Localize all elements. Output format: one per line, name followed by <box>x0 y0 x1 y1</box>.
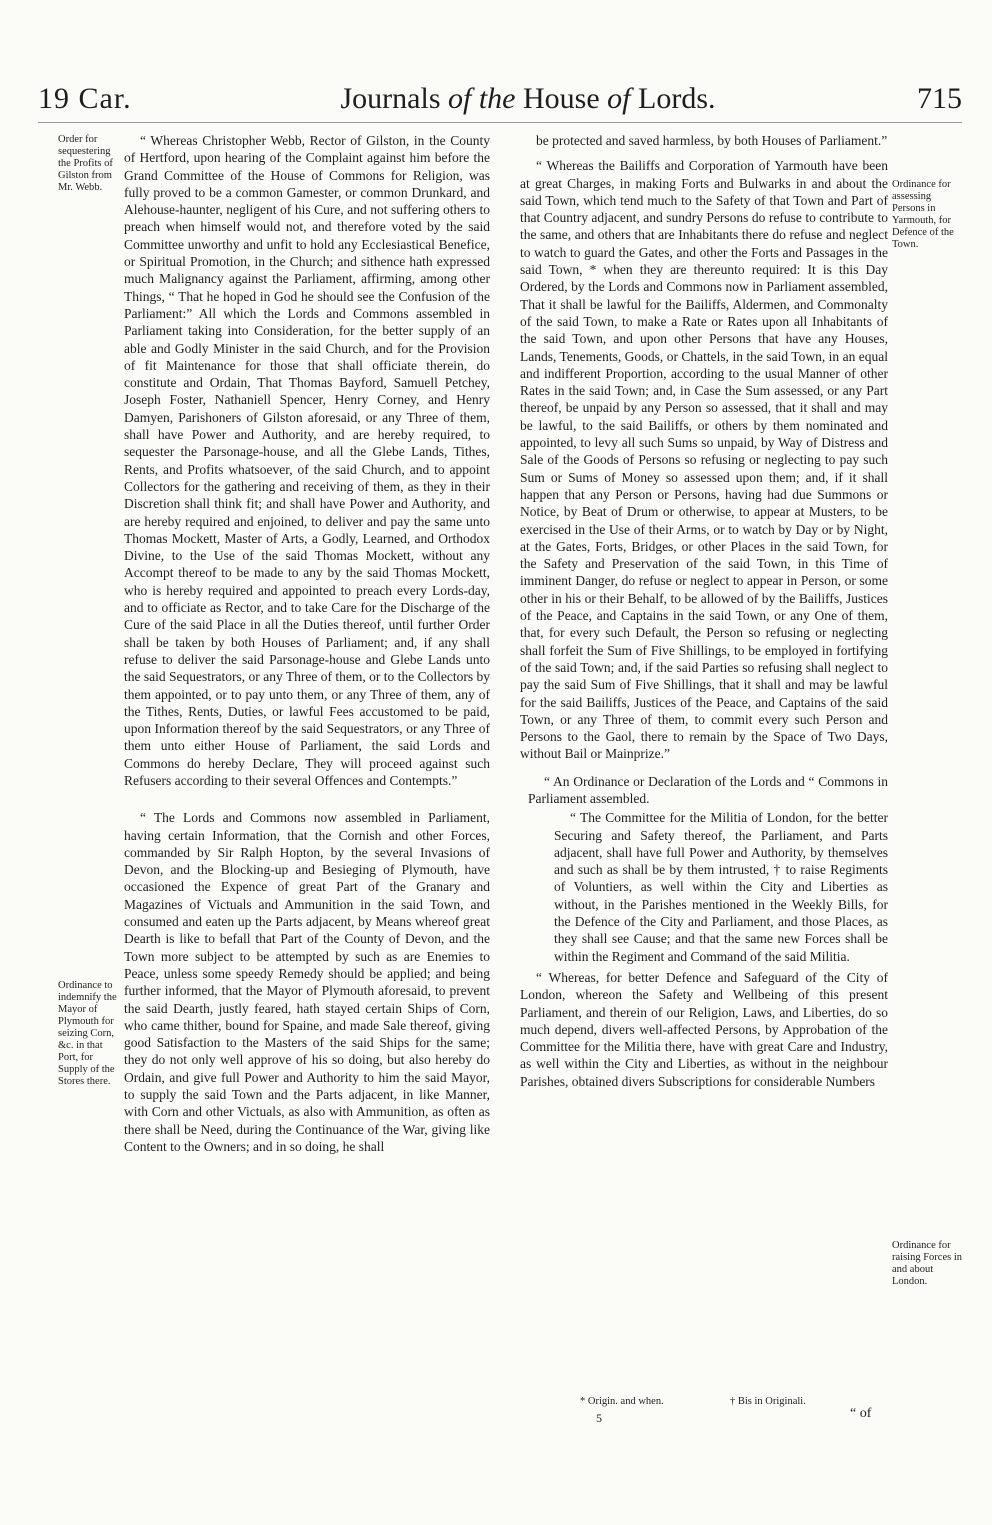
right-column <box>520 132 888 1090</box>
running-title-word: of the <box>448 82 516 115</box>
running-title <box>318 82 738 116</box>
running-title-word: of <box>607 82 631 115</box>
margin-note-yarmouth: Ordinance for assessing Persons in Yarmouth, for Defence of the Town. <box>892 179 954 250</box>
catchword: “ of <box>850 1406 872 1421</box>
left-column <box>124 132 490 1155</box>
webb-sequestration-order: “ Whereas Christopher Webb, Rector of Gilston, in the County of Hertford, upon hearing of the Complaint against him before the Grand Committee of the House of Commons for Religion, was fully proved to be a common Gamester, or common Drunkard, and Alehouse-haunter, negligent of his Cure, and not suffering others to preach when himself would not, and therefore voted by the said Committee unworthy and unfit to hold any Ecclesiastical Benefice, or Spiritual Promotion, in the Church; and sithence hath expressed much Malignancy against the Parliament, affirming, among other Things, “ That he hoped in God he should see the Confusion of the Parliament:” All which the Lords and Commons assembled in Parliament taking into Consideration, for the better supply of an able and Godly Minister in the said Church, and for the Provision of fit Maintenance for those that shall officiate therein, do constitute and Ordain, That Thomas Bayford, Samuell Petchey, Joseph Foster, Nathaniell Spencer, Henry Corney, and Henry Damyen, Parishoners of Gilston aforesaid, or any Three of them, shall have Power and Authority, and are hereby required, to sequester the Parsonage-house, and all the Glebe Lands, Tithes, Rents, and Profits whatsoever, of the said Church, and to appoint Collectors for the gathering and receiving of them, as they in their Discretion shall think fit; and shall have Power and Authority, and are hereby required and enjoined, to deliver and pay the same unto Thomas Mockett, Master of Arts, a Godly, Learned, and Orthodox Divine, to the Use of the said Thomas Mockett, without any Accompt thereof to be made to any by the said Thomas Mockett, who is hereby required and appointed to preach every Lords-day, and to officiate as Rector, and to take Care for the Discharge of the Cure of the said Place in all the Duties thereof, until further Order shall be taken by both Houses of Parliament; and, if any shall refuse to deliver the said Parsonage-house and Glebe Lands unto the said Sequestrators, or any Three of them, or to the Collectors by them appointed, or to pay unto them, or any Three of them, any of the Tithes, Rents, Duties, or lawful Fees accustomed to be paid, upon Information thereof by the said Sequestrators, or any Three of them unto either House of Parliament, the said Lords and Commons do hereby Declare, They will proceed against such Refusers according to their several Offences and Contempts.” <box>124 133 490 788</box>
running-title-word: Lords. <box>638 82 716 115</box>
signature-mark: 5 <box>596 1411 602 1425</box>
running-title-word: House <box>523 82 600 115</box>
plymouth-ordinance: “ The Lords and Commons now assembled in Parliament, having certain Information, that the Cornish and other Forces, commanded by Sir Ralph Hopton, by the several Invasions of Devon, and the Blocking-up and Besieging of Plymouth, have occasioned the Expence of great Part of the Granary and Magazines of Victuals and Ammunition in the said Town, and consumed and eaten up the Parts adjacent, by Means whereof great Dearth is like to befall that Part of the County of Devon, and the Town more subject to be attempted by such as are Enemies to Peace, unless some speedy Remedy should be applied; and being further informed, that the Mayor of Plymouth aforesaid, to prevent the said Dearth, justly feared, hath stayed certain Ships of Corn, who came thither, bound for Spaine, and made Sale thereof, giving good Satisfaction to the Masters of the said Ships for the same; they do not only well approve of his so doing, but also hereby do Ordain, and give full Power and Authority to him the said Mayor, to supply the said Town and the Parts adjacent, in like Manner, with Corn and other Victuals, as also with Ammunition, as often as there shall be Need, during the Continuance of the War, giving like Content to the Owners; and in so doing, he shall <box>124 810 490 1154</box>
page-number: 715 <box>917 82 962 115</box>
london-forces-whereas: “ Whereas, for better Defence and Safeguard of the City of London, whereon the Safety and Wellbeing of this present Parliament, and therein of our Religion, Laws, and Liberties, do so much depend, divers well-affected Persons, by Approbation of the Committee for the Militia there, have with great Care and Industry, as well within the City and Liberties, as without in the neighbour Parishes, obtained divers Subscriptions for considerable Numbers <box>520 969 888 1089</box>
margin-note-webb: Order for sequestering the Profits of Gilston from Mr. Webb. <box>58 134 113 193</box>
ordinance-title: “ An Ordinance or Declaration of the Lords and “ Commons in Parliament assembled. <box>528 773 888 806</box>
yarmouth-ordinance: “ Whereas the Bailiffs and Corporation of Yarmouth have been at great Charges, in making Forts and Bulwarks in and about the said Town, which tend much to the Safety of that Town and Part of that Country adjacent, and sundry Persons do refuse to contribute to the same, and others that are Inhabitants there do refuse and neglect to watch to guard the Gates, and other the Forts and Passages in the said Town, * when they are thereunto required: It is this Day Ordered, by the Lords and Commons now in Parliament assembled, That it shall be lawful for the Bailiffs, Aldermen, and Commonalty of the said Town, to make a Rate or Rates upon all Inhabitants of the said Town, and upon other Persons that have any Houses, Lands, Tenements, Goods, or Chattels, in the said Town, in an equal and indifferent Proportion, according to the usual Manner of other Rates in the said Town; and, in Case the Sum assessed, or any Part thereof, be unpaid by any Person so assessed, that it shall and may be lawful, to the said Bailiffs, or others by them nominated and appointed, to levy all such Sums so unpaid, by Way of Distress and Sale of the Goods of Persons so refusing or neglecting to pay such Sum or Sums of Money so assessed upon them; and, if it shall happen that any Person or Persons, having had due Summons or Notice, by Beat of Drum or otherwise, to appear at Musters, to be exercised in the Use of their Arms, or to watch by Day or by Night, at the Gates, Forts, Bridges, or other Places in the said Town, for the Safety and Preservation of the said Town, in this Time of imminent Danger, do refuse or neglect to appear in Person, or some other in his or their Behalf, to be allowed of by the Bailiffs, Justices of the Peace, and Captains in the said Town, or any One of them, that, for every such Default, the Person so refusing or neglecting shall forfeit the Sum of Five Shillings, to be employed in fortifying of the said Town; and, if the said Parties so refusing shall neglect to pay the said Sum of Five Shillings, that it shall and may be lawful for the said Bailiffs, Justices of the Peace, and Captains of the said Town, or any Three of them, to commit every such Person and Persons to the Gaol, there to remain by the Space of Two Days, without Bail or Mainprize.” <box>520 158 888 762</box>
page-header <box>38 82 962 122</box>
regnal-year: 19 Car. <box>38 82 132 115</box>
margin-note-london: Ordinance for raising Forces in and about London. <box>892 1240 962 1287</box>
footnote-origin: * Origin. and when. <box>580 1396 664 1407</box>
footnote-bis: † Bis in Originali. <box>730 1396 806 1407</box>
militia-clause: “ The Committee for the Militia of London, for the better Securing and Safety thereof, the Parliament, and Parts adjacent, shall have full Power and Authority, by themselves and such as shall be by them intrusted, † to raise Regiments of Voluntiers, as well within the City and Liberties as without, in the Parishes mentioned in the Weekly Bills, for the Defence of the City and Parliament, and those Places, as they shall see Cause; and that the same new Forces shall be within the Regiment and Command of the said Militia. <box>554 810 888 964</box>
continued-text: be protected and saved harmless, by both Houses of Parliament.” <box>536 133 888 148</box>
header-rule <box>38 122 962 123</box>
margin-note-plymouth: Ordinance to indemnify the Mayor of Plymouth for seizing Corn, &c. in that Port, for Supply of the Stores there. <box>58 980 117 1087</box>
running-title-word: Journals <box>340 82 441 115</box>
